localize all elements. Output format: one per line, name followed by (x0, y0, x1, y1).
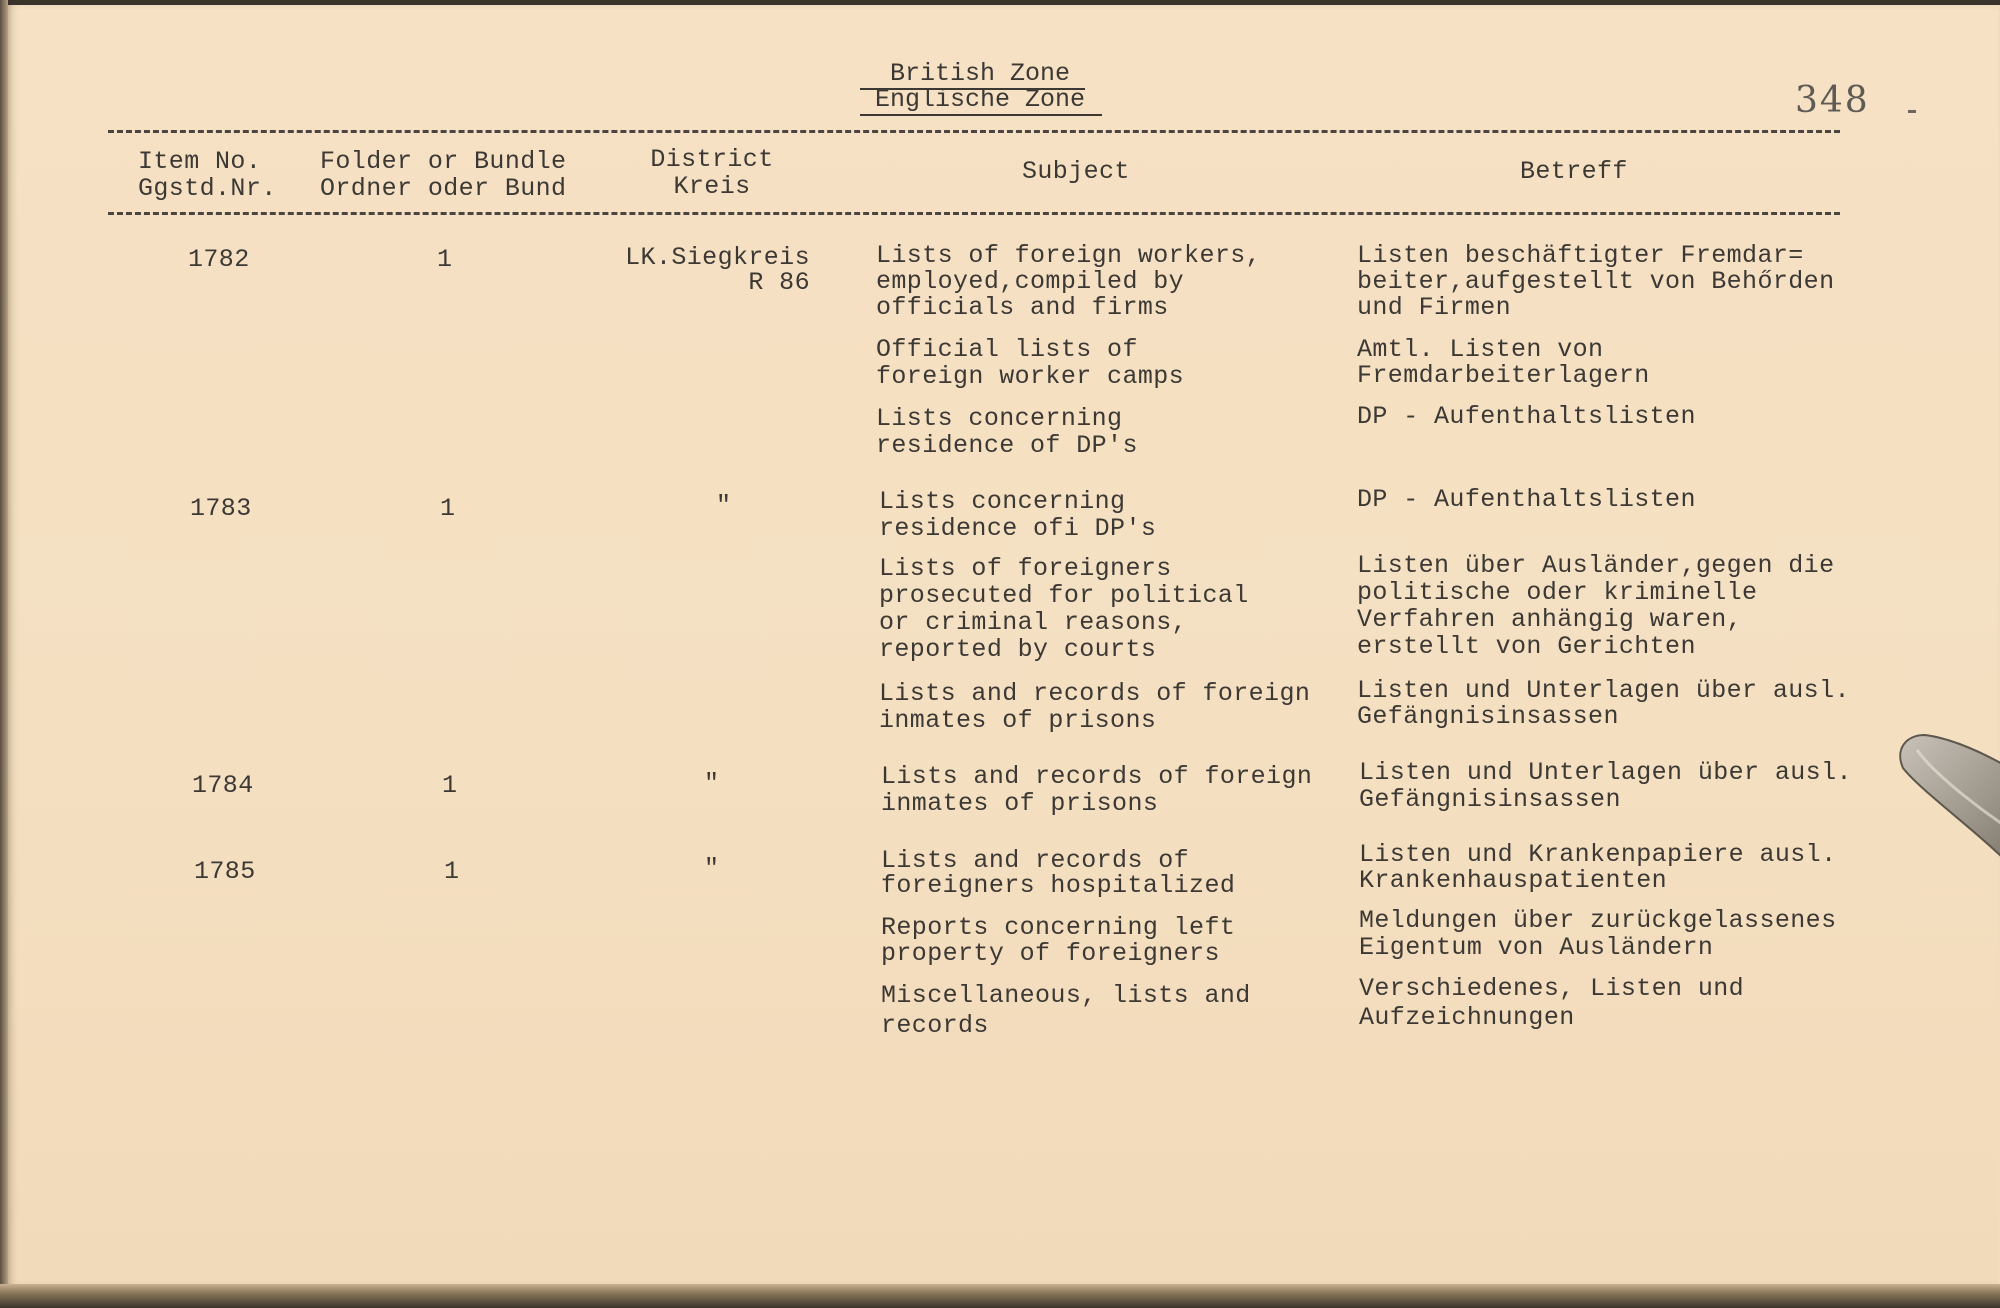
subject-line: officials and firms (876, 293, 1169, 322)
betreff-line: Listen über Ausländer,gegen die (1357, 551, 1835, 580)
betreff-line: DP - Aufenthaltslisten (1357, 485, 1696, 514)
subject-line: foreigners hospitalized (881, 871, 1236, 900)
folder-number: 1 (437, 245, 453, 274)
subject-line: inmates of prisons (881, 789, 1159, 818)
betreff-line: Verschiedenes, Listen und (1359, 974, 1745, 1003)
scan-bottom-edge (0, 1284, 2000, 1308)
col-folder-en: Folder or Bundle (320, 147, 567, 176)
col-folder-de: Ordner oder Bund (320, 174, 567, 203)
betreff-line: Amtl. Listen von (1357, 335, 1604, 364)
zone-title-de-underline (860, 114, 1102, 116)
subject-line: residence of DP's (876, 431, 1138, 460)
subject-line: Lists concerning (879, 487, 1126, 516)
betreff-line: erstellt von Gerichten (1357, 632, 1696, 661)
page-mark (1908, 110, 1916, 113)
subject-line: residence ofi DP's (879, 514, 1157, 543)
header-rule-top (108, 130, 1840, 133)
subject-line: Reports concerning left (881, 913, 1236, 942)
betreff-line: Fremdarbeiterlagern (1357, 361, 1650, 390)
page-number: 348 (1795, 80, 1870, 121)
subject-line: Lists of foreigners (879, 554, 1172, 583)
folder-number: 1 (440, 494, 456, 523)
subject-line: prosecuted for political (879, 581, 1249, 610)
district-name: LK.Siegkreis (625, 243, 810, 272)
col-item-de: Ggstd.Nr. (138, 174, 277, 203)
col-item-en: Item No. (138, 147, 262, 176)
betreff-line: Verfahren anhängig waren, (1357, 605, 1743, 634)
betreff-line: politische oder kriminelle (1357, 578, 1758, 607)
betreff-line: Krankenhauspatienten (1359, 866, 1668, 895)
folder-number: 1 (444, 857, 460, 886)
zone-title-de: Englische Zone (874, 85, 1086, 114)
item-number: 1784 (192, 771, 254, 800)
betreff-line: Listen und Krankenpapiere ausl. (1359, 840, 1837, 869)
betreff-line: Gefängnisinsassen (1359, 785, 1621, 814)
subject-line: employed,compiled by (876, 267, 1185, 296)
col-district-en: District (650, 145, 774, 174)
subject-line: Lists and records of foreign (879, 679, 1311, 708)
item-number: 1782 (188, 245, 250, 274)
paper-clip-tool (1895, 730, 2000, 880)
district-code: R 86 (748, 268, 810, 297)
subject-line: reported by courts (879, 635, 1157, 664)
col-betreff: Betreff (1520, 157, 1628, 186)
betreff-line: Listen und Unterlagen über ausl. (1359, 758, 1852, 787)
subject-line: Official lists of (876, 335, 1138, 364)
betreff-line: Eigentum von Ausländern (1359, 933, 1714, 962)
scan-left-edge (0, 0, 8, 1308)
betreff-line: DP - Aufenthaltslisten (1357, 402, 1696, 431)
zone-title-en: British Zone (889, 59, 1071, 88)
subject-line: Lists and records of foreign (881, 762, 1313, 791)
subject-line: foreign worker camps (876, 362, 1185, 391)
folder-number: 1 (442, 771, 458, 800)
district-ditto: " (704, 769, 720, 798)
betreff-line: beiter,aufgestellt von Behőrden (1357, 267, 1835, 296)
subject-line: Lists and records of (881, 846, 1190, 875)
betreff-line: und Firmen (1357, 293, 1512, 322)
district-ditto: " (704, 854, 720, 883)
item-number: 1785 (194, 857, 256, 886)
col-district-de: Kreis (673, 172, 751, 201)
betreff-line: Aufzeichnungen (1359, 1003, 1575, 1032)
subject-line: inmates of prisons (879, 706, 1157, 735)
betreff-line: Meldungen über zurückgelassenes (1359, 906, 1837, 935)
item-number: 1783 (190, 494, 252, 523)
header-rule-bottom (108, 212, 1840, 215)
betreff-line: Listen und Unterlagen über ausl. (1357, 676, 1850, 705)
subject-line: property of foreigners (881, 939, 1220, 968)
subject-line: Lists concerning (876, 404, 1123, 433)
subject-line: records (881, 1011, 989, 1040)
col-subject: Subject (1022, 157, 1130, 186)
betreff-line: Listen beschäftigter Fremdar= (1357, 241, 1804, 270)
subject-line: Miscellaneous, lists and (881, 981, 1251, 1010)
subject-line: or criminal reasons, (879, 608, 1188, 637)
subject-line: Lists of foreign workers, (876, 241, 1262, 270)
betreff-line: Gefängnisinsassen (1357, 702, 1619, 731)
district-ditto: " (716, 491, 732, 520)
